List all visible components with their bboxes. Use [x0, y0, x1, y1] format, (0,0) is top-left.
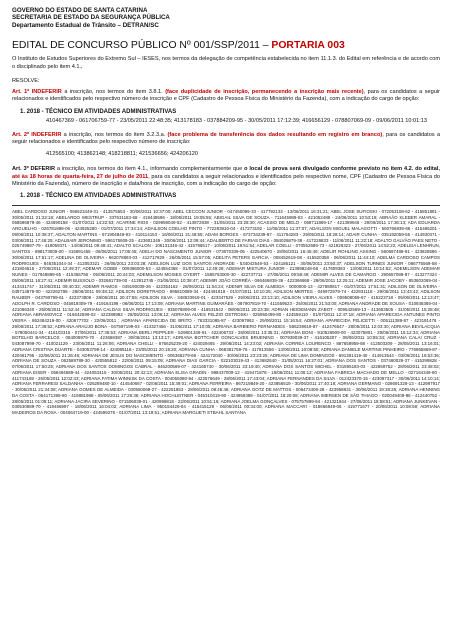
title-portaria: PORTARIA 003 — [271, 40, 345, 52]
article-2 — [12, 132, 440, 147]
art1-text: a inscrição, nos termos do item 3.8.1. — [64, 89, 163, 96]
art1-section-heading: 1. 2018 - TÉCNICO EM ATIVIDADES ADMINISTRATIVAS — [20, 108, 177, 115]
art2-lead: Art. 2º INDEFERIR — [12, 131, 62, 138]
art1-lead: Art. 1º INDEFERIR — [12, 89, 62, 96]
header-department: Departamento Estadual de Trânsito – DETRAN/SC — [12, 21, 159, 29]
title-main: EDITAL DE CONCURSO PÚBLICO Nº 001/SSP/2011 – — [12, 40, 269, 52]
art1-reason: (face duplicidade de inscrição, permanecendo a inscrição mais recente) — [165, 89, 364, 96]
art3-deadline: até às 18 horas de quarta-feira, 27 de julho de 2011 — [12, 173, 149, 180]
art2-text-2: , para os candidatos a seguir relacionados e identificados pelo respectivo número de inscrição: — [12, 131, 440, 145]
article-3 — [12, 166, 440, 188]
art1-text-2: , para os candidatos a seguir relacionados e identificados pelo respectivo número de inscrição e CPF (Cadastro de Pessoa Física do Ministério da Fazenda), com a indicação do cargo de opção: — [12, 89, 440, 103]
page-title — [12, 40, 440, 52]
art1-inscription-list: 410467369 - 061706759-77 - 23/05/2011 22:48:35; 413178183 - 037884209-95 - 30/05/2011 17:12:39; 416656129 - 078807069-09 - 09/06/2011 10:01:13 — [46, 118, 428, 125]
divider — [12, 205, 440, 206]
art3-text-2: , para os candidatos a seguir relacionados e identificados pelo respectivo nome, CPF (Cadastro de Pessoa Física do Ministério da Fazenda), número de inscrição e data/hora de inscrição, com a indicação do cargo de opção: — [12, 173, 440, 187]
header-secretariat: SECRETARIA DE ESTADO DA SEGURANÇA PÚBLICA — [12, 14, 170, 22]
intro-paragraph: O Instituto de Estudos Superiores do Extremo Sul – IESES, nos termos da delegação de competência estabelecida no item 11.1.3. do Edital em referência e de acordo com o disciplinado pelo item 4.1., — [12, 56, 440, 70]
article-1 — [12, 89, 440, 104]
resolve-label: RESOLVE: — [12, 77, 40, 84]
candidate-list: ABEL CARDOSO JUNIOR - 066623449-31 - 412575553 - 30/06/2011 10:37:00; ABEL CECCON JUNIOR - 047450099-33 - 417792133 - 13/06/2011 16:31:21; ABEL JOSE SUFIOSKI - 072053108-62 - 415851881 - 30/05/2011 21:22:18; ABELARDO WESTRUP - 337531183-68 - 419449596 - 18/06/2011 19:05:55; ABIGAIL SILVA DE SOUZA - 711645989-53 - 421052488 - 24/06/2011 10:53:19; ABRAÃO KLEBER AMARAL - 058586879-46 - 424690158 - 01/07/2011 14:22:53; ACARINE RIOS - 029959049-52 - 413872838 - 31/05/2011 23:28:30; ACASSIO DE MELO - 068711869-17 - 421389946 - 29/06/2011 17:36:13; ADA EDUARDA ARGUELHO - 026781889-06 - 424925280 - 01/07/2011 17:34:14; ADAILSON COELHO PINTO - 772283910-04 - 417273192 - 11/06/2011 11:37:07; ADAILSON MIGUEL MALAGOTTI - 560766839-66 - 415486201 - 09/06/2011 10:38:37; ADALTON MARTINS - 671904849-93 - 419114153 - 16/06/2011 21:46:55; ADAM BORGES - 673734239-87 - 411764283 - 29/05/2011 18:28:14; ADAIR CUNHA - 035192059-55 - 414930371 - 03/06/2011 17:46:25; ADALBAIR JERONIMO - 596175609-25 - 423601349 - 30/06/2011 12:09:44; ADALBERTO DE FARIAS DIAS - 084026879-38 - 417226833 - 11/06/2011 11:22:18; ADALTO GALVÃO PAES NETO - 025749887-79 - 418059371 - 14/06/2011 09:48:41; ADALTO SCALON - 106131346-42 - 415796517 - 10/06/2011 19:51:54; ADELAR COELLI - 070552689-73 - 421926323 - 27/06/2011 14:52:22; ADELEIA LENHRUN, SANTOS - 888173009-00 - 415691455 - 06/06/2011 17:05:45; ADELH DO NASCIMENTO JUNIOR - 073670339-05 - 422540670 - 28/06/2011 16:45:46; ADELIR ROHLING ASSING - 560697489-91 - 423828586 - 30/06/2011 17:51:17; ADELINA DE OLIVEIRA - 662078893-03 - 412717829 - 26/05/2011 15:57:05; ADELITA PETERS GARCIA - 008452619-08 - 415520358 - 06/06/2011 11:44:10; ADELMA CARDOSO CAMPOS RODRIGUES - 846351044-34 - 412053321 - 26/05/2011 23:03:28; ADELSON LUIZ DOS SANTOS ANDRADE - 534042549-53 - 424186121 - 30/06/2011 23:50:37; ADELSON TURNES JUNIOR - 086775569-58 - 421804515 - 27/06/2011 12:49:37; ADEMAR GOBBI - 009386000-53 - 424554368 - 01/07/2011 12:49:29; ADEMAR MISTURA JUNIOR - 213898248-66 - 417609383 - 13/06/2011 10:14:52; ADEMILSON ADEMAR NUNES - 017948899-65 - 415356756 - 05/06/2011 20:44:03; ADEMILSON MOISES OYEIRT - 1585763000-30 - 422737711 - 27/06/2011 09:58:49; ADEMIR ALVES DE CAMARGO - 290657088-87 - 413277324 - 05/06/2011 16:27:41; ADEMIR BUSSOLO - 032681739-00 - 413912745 - 01/06/2011 10:38:47; ADEMIR JOÃO CORRÊA - 066466839-36 - 422366868 - 28/06/2011 12:25:11; ADEMIR JOSE JACOBY - 853602069-04 - 413431747 - 31/05/2011 09:40:32; ADEMIR RAMOS - 049190039-26 - 422354162 - 28/06/2011 11:54:24; ADENIR SILVA DE ALMEIDA - 0000000-13 - 427880817 - 01/07/2011 17:51:31; ADILSON DE OLIVEIRA - 049714879-00 - 422262788 - 28/06/2011 09:48:12; ADILSON DORETRADO - 895810089-34 - 424491618 - 01/07/2011 10:10:25; ADILSON MERTES - 049972979-74 - 422931118 - 29/06/2011 13:43:42; ADILSON RAUBER - 043790799-61 - 422373809 - 28/06/2011 20:47:55; ADILSON SILVA - 348533919-01 - 423347529 - 29/06/2011 23:13:10; ADILSON VIEIRA ALVES - 009508059-67 - 415223718 - 05/06/2011 12:13:47; ADOLPH R. CARDOSO - 045819309-79 - 419164198 - 06/06/2011 17:13:09; ADRIANA MARTINS GUIMARÃES - 087907819-70 - 411559523 - 25/05/2011 21:53:00; ADRIANA ANDRADE DE SOUSA - 010938369-04 - 421086340 - 25/06/2011 11:52:44; ADRIANA CALDAS SILVA RODRIGUES - 935078809-00 - 416531542 - 08/06/2011 20:23:38; ADRIAN HEIDEMANN ZABOT - 009542569-13 - 413653505 - 31/05/2011 15:28:48; ADRIANA ABRAMOVICZ - 016642599-02 - 422388982 - 28/06/2011 13:06:12; ADRIANA ALVES FELZIO OSTROSKI - 025950499-80 - 424559110 - 01/07/2011 12:47:18; ADRIANA APARECIDA ANTUNES PINTO VIEIRA - 862484219-00 - 420677702 - 22/06/2011 ; ADRIANA APARECIDA DE BRITO - 763331085-87 - 423097862 - 29/06/2011 15:16:54; ADRIANA APARECIDA FELICETTI - 005111389-87 - 423191476 - 29/06/2011 17:38:52; ADRIANA ARAÚJO BONA - 047597199-03 - 413327456 - 31/05/2011 17:10:05; ADRIANA BARBIERO FERNANDES - 585239619-87 - 412476547 - 28/05/2011 12:03:30; ADRIANA BEVILACQUA - 578050441-34 - 416103315 - 07/06/2011 17:36:53; ADRIANA BERLI PEPPLER - 529801349-91 - 422406733 - 28/06/2011 13:35:31; ADRIANA BONI - 910526909-00 - 423075801 - 29/06/2011 15:12:34; ADRIANA BOTELHO BARCELOS - 084009979-70 - 423668387 - 30/06/2011 13:13:17; ADRIANA BOTTCHER GONCALVES BRUENING - 007939039-37 - 416105207 - 08/06/2011 10:55:34; ADRIANA CALAI CRUZ - 043087999-70 - 410021129 - 23/05/2011 11:26:06; ADRIANA CHELLI - 676625239-20 - 424029465 - 29/06/2011 14:23:02; ADRIANA CORREA LOURENCO - 887658959-68 - 412503209 - 28/05/2011 13:16:01; ADRIANA CRISTINA DUARTE - 043053799-14 - 424085118 - 23/05/2011 20:19:20; ADRIANA CUNHA - 068381759-76 - 417813556 - 13/06/2011 10:08:50; ADRIANA DANIELE MARTINS PINHEIRO - 776865869-87 - 420461795 - 22/06/2011 21:26:46; ADRIANA DE JESUS DO NASCIMENTO - 005366279-69 - 424172040 - 30/06/2011 23:23:25; ADRIANA DE LIMA DOMINGOS - 691381419-40 - 414913544 - 03/06/2011 16:53:36; ADRIANA DE SOUZA - 062589789-30 - 420555812 - 22/06/2011 09:15:05; ADRIANA DIAS GARCIA - 022103019-43 - 413682640 - 31/05/2011 16:27:01; ADRIANA DOS SANTOS - 037460029-37 - 415299828 - 07/06/2011 17:50:25; ADRIANA DOS SANTOS DOMINGOS CABRAL - 846200569-07 - 424165740 - 30/06/2011 23:19:40; ADRIANA DOS SANTOS MICHEL - 031895183-03 - 422859752 - 28/06/2011 23:48:02; ADRIANA EISER - 058494689-44 - 424053415 - 30/06/2011 20:42:13; ADRIANA ELISA GRADIN - 988437009-12 - 419471878 - 18/06/2011 11:06:12; ADRIANA FABRICIA MACHADO DE MELLO - 027164349-80 - 411743169 - 26/05/2011 12:02:43; ADRIANA FATIMA WINNISK DA COSTA - 004055080-94 - 422576649 - 28/06/2011 17:43:04; ADRIANA FERNANDES DA SILVA - 012423370-15 - 423097317 - 30/06/2011 14:10:14; ADRIANA FERRARESI SALDANHA - 026289480-10 - 414540667 - 02/06/2011 15:39:01; ADRIANA FERREIRA - 867219849-20 - 423856519 - 30/06/2011 17:40:18; ADRIANA GERMANO - 028691329-13 - 412987917 - 30/05/2011 21:34:08; ADRIANA GOMES DE ALMEIDA - 030550069-27 - 422251853 - 28/06/2011 08:46:46; ADRIANA GOTZ DE MATTOS - 006473409-28 - 423958831 - 30/06/2011 19:38:26; ADRIANA HENNING DA COSTA - 054171369-80 - 416881988 - 09/06/2011 17:26:36; ADRIANA HOCHLEITNER - 045310419-90 - 424959388 - 01/07/2011 18:20:08; ADRIANA IMERSEN DE SÃO THIAGO - 020049409-86 - 412440752 - 28/05/2011 01:09:11; ADRIANA JACIRA SEVERINO - 071506039-01 - 420998818 - 22/06/2011 10:51:16; ADRIANA JOELMA GONÇALVES - 075757899-94 - 421321844 - 27/06/2011 18:58:51; ADRIANA JUNKEVAN - 030530989-70 - 419466997 - 18/06/2011 16:04:02; ADRIANA LIMA - 950154429-04 - 415415129 - 06/06/2011 00:34:00; ADRIANA MACCARI - 018666849-06 - 419771677 - 20/06/2011 10:08:59; ADRIANA MADEIROS DA ROSA - 004064719-00 - 424599276 - 01/07/2011 13:19:51; ADRIANA MARGUETI STBAHL SANTANA — [12, 208, 440, 416]
header-government: GOVERNO DO ESTADO DE SANTA CATARINA — [12, 7, 148, 14]
art3-text: a inscrição, nos termos do item 4.1., informando complementarmente que — [56, 166, 243, 173]
art3-lead: Art. 3º DEFERIR — [12, 166, 56, 173]
art2-text: a inscrição, nos termos do item 3.2.3.a. — [63, 131, 166, 138]
art2-reason: (face problema de transferência dos dados resultando em registro em branco) — [167, 131, 383, 138]
art3-bold: o local de prova será divulgado conforme previsto no item 4.2. do edital, — [244, 166, 440, 173]
art2-inscription-list: 412565100; 413862148; 418218811; 421536656; 424206120 — [46, 151, 199, 158]
art3-section-heading: 1. 2018 - TÉCNICO EM ATIVIDADES ADMINISTRATIVAS — [20, 193, 177, 200]
